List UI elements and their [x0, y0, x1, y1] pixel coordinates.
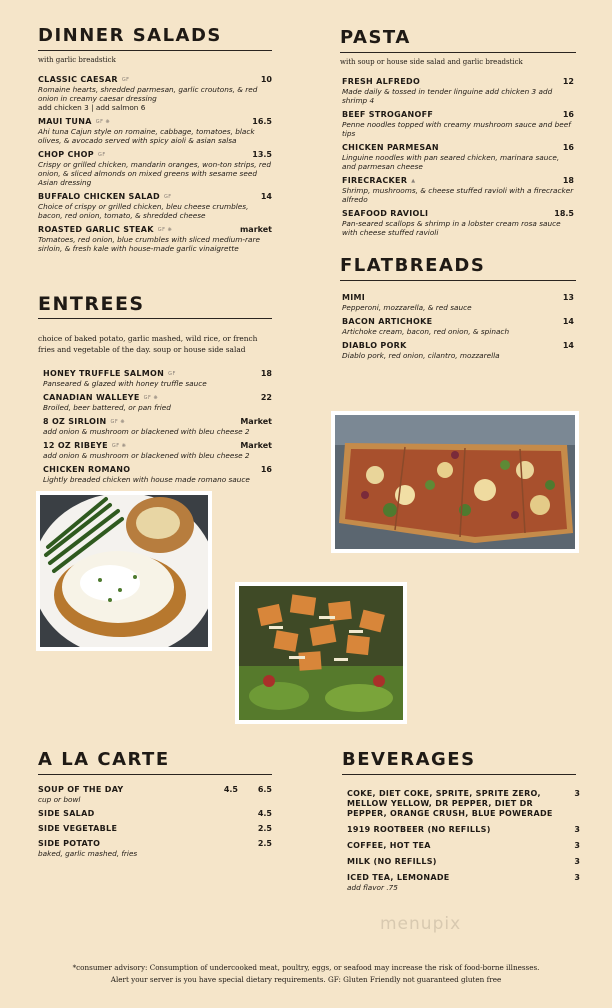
- flatbreads-section: [340, 254, 576, 360]
- menu-item: [38, 225, 272, 253]
- menu-item-name: [38, 809, 272, 819]
- menu-item: [38, 150, 272, 187]
- menu-item-name: [342, 293, 574, 303]
- menu-item: [342, 341, 574, 360]
- menu-item: [342, 77, 574, 105]
- menu-item: [38, 192, 272, 220]
- menu-item-price: 22: [260, 393, 272, 402]
- menu-item-name-text: SIDE SALAD: [38, 809, 95, 818]
- menu-item-name: [38, 192, 272, 202]
- entrees-note: choice of baked potato, garlic mashed, wild rice, or french fries and vegetable of the day. soup or house side salad: [38, 334, 258, 354]
- menu-item-description: Romaine hearts, shredded parmesan, garlic croutons, & red onion in creamy caesar dressing: [38, 85, 258, 103]
- menu-item-name: [347, 857, 582, 867]
- menu-item-name-text: CHICKEN ROMANO: [43, 465, 131, 474]
- a-la-carte-title: A LA CARTE: [38, 748, 272, 775]
- menu-item-description: add flavor .75: [347, 883, 398, 892]
- menu-item-description: Pepperoni, mozzarella, & red sauce: [342, 303, 472, 312]
- menu-item-name-text: COFFEE, HOT TEA: [347, 841, 431, 850]
- menu-item: [347, 857, 582, 867]
- menu-item-name: [38, 839, 272, 849]
- dietary-tag-icon: ▲: [411, 178, 416, 184]
- chicken-romano-image: [40, 495, 208, 647]
- menu-item-name: [342, 77, 574, 87]
- dinner-salads-list: [38, 75, 272, 253]
- menu-item-price: 13.5: [252, 150, 272, 159]
- menu-item-description: baked, garlic mashed, fries: [38, 849, 138, 858]
- menu-item: [43, 465, 272, 484]
- advisory-line-1: *consumer advisory: Consumption of undercooked meat, poultry, eggs, or seafood may increase the risk of food-borne illnesses.: [72, 963, 540, 972]
- dietary-tag-icon: GF ❋: [157, 227, 173, 233]
- menu-item-description: Artichoke cream, bacon, red onion, & spinach: [342, 327, 510, 336]
- a-la-carte-section: [38, 748, 272, 858]
- flatbreads-title: FLATBREADS: [340, 254, 576, 281]
- menu-item-price: 2.5: [257, 839, 272, 848]
- menu-item-name: [347, 825, 582, 835]
- menu-item-name-text: MIMI: [342, 293, 366, 302]
- menu-item-name: [38, 225, 272, 235]
- dinner-salads-subtitle: with garlic breadstick: [38, 56, 116, 64]
- menu-item-price: Market: [240, 441, 272, 450]
- menu-item-price: 18: [562, 176, 574, 185]
- dietary-tag-icon: GF: [163, 194, 172, 200]
- menu-item-description: Penne noodles topped with creamy mushroom sauce and beef tips: [342, 120, 571, 138]
- menu-item-name: [43, 441, 272, 451]
- menu-item-price: 3: [574, 841, 580, 850]
- consumer-advisory: [0, 962, 612, 986]
- menu-item: [347, 873, 582, 892]
- menu-item-name: [347, 841, 582, 851]
- menu-item-price: 16: [562, 143, 574, 152]
- menu-item-name: [38, 75, 272, 85]
- menu-item: [43, 417, 272, 436]
- menu-item-name: [342, 110, 574, 120]
- flatbreads-list: [340, 293, 576, 360]
- menu-item-description: cup or bowl: [38, 795, 81, 804]
- menu-item: [43, 441, 272, 460]
- pasta-title: PASTA: [340, 26, 576, 53]
- menu-item-description: Shrimp, mushrooms, & cheese stuffed ravioli with a firecracker alfredo: [342, 186, 574, 204]
- pasta-list: [340, 77, 576, 237]
- menu-item: [38, 839, 272, 858]
- dietary-tag-icon: GF: [97, 152, 106, 158]
- menu-item: [38, 785, 272, 804]
- menu-item-description: Crispy or grilled chicken, mandarin oranges, won-ton strips, red onion, & sliced almonds on mixed greens with sesame seed Asian dressing: [38, 160, 272, 187]
- menu-item-price: 13: [562, 293, 574, 302]
- menu-item-price: 3: [574, 857, 580, 866]
- menu-item-addons: add chicken 3 | add salmon 6: [38, 103, 146, 112]
- beverages-section: [342, 748, 582, 892]
- dietary-tag-icon: GF ❋: [143, 395, 159, 401]
- dietary-tag-icon: GF ❋: [111, 443, 127, 449]
- menu-item-price: 14: [260, 192, 272, 201]
- menu-item-name-text: SEAFOOD RAVIOLI: [342, 209, 429, 218]
- menu-item-price: 3: [574, 873, 580, 882]
- menu-item: [38, 75, 272, 112]
- menu-item-name-text: BACON ARTICHOKE: [342, 317, 433, 326]
- menu-item-price: 3: [574, 825, 580, 834]
- menu-item-description: Diablo pork, red onion, cilantro, mozzarella: [342, 351, 500, 360]
- advisory-line-2: Alert your server is you have special dietary requirements. GF: Gluten Friendly not guaranteed gluten free: [110, 975, 502, 984]
- salad-photo: [235, 582, 407, 724]
- dietary-tag-icon: GF: [121, 77, 130, 83]
- menu-item-name: [43, 417, 272, 427]
- menu-item-name: [342, 209, 574, 219]
- menu-item-description: Ahi tuna Cajun style on romaine, cabbage, tomatoes, black olives, & avocado served with spicy aioli & asian salsa: [38, 127, 255, 145]
- beverages-list: [342, 789, 582, 892]
- menu-item-name-text: DIABLO PORK: [342, 341, 407, 350]
- menu-item-name-text: CANADIAN WALLEYE: [43, 393, 140, 402]
- flatbread-photo: [331, 411, 579, 553]
- menu-item-description: Choice of crispy or grilled chicken, bleu cheese crumbles, bacon, red onion, tomato, & shredded cheese: [38, 202, 249, 220]
- menu-item-name-text: 8 OZ SIRLOIN: [43, 417, 107, 426]
- menu-item-price: 16: [562, 110, 574, 119]
- menu-item-name-text: CHOP CHOP: [38, 150, 94, 159]
- chicken-romano-photo: [36, 491, 212, 651]
- pasta-section: [340, 26, 576, 237]
- menu-item-name-text: CLASSIC CAESAR: [38, 75, 118, 84]
- menu-item-price: 10: [260, 75, 272, 84]
- menu-item-name: [38, 824, 272, 834]
- menu-item-price: 14: [562, 341, 574, 350]
- menu-item: [342, 293, 574, 312]
- menu-item-name-text: MAUI TUNA: [38, 117, 92, 126]
- menu-item-name-text: FRESH ALFREDO: [342, 77, 421, 86]
- menu-item-name-text: BUFFALO CHICKEN SALAD: [38, 192, 160, 201]
- menu-item-name: [347, 873, 582, 883]
- menu-item-name: [347, 789, 582, 819]
- menu-item: [38, 824, 272, 834]
- menu-item-price: 18.5: [554, 209, 574, 218]
- menu-item-price: 18: [260, 369, 272, 378]
- menu-item: [347, 789, 582, 819]
- menu-item-name-text: MILK (NO REFILLS): [347, 857, 437, 866]
- menu-item: [342, 209, 574, 237]
- menu-item-name-text: HONEY TRUFFLE SALMON: [43, 369, 165, 378]
- menu-item-name-text: SIDE POTATO: [38, 839, 101, 848]
- menu-item-name: [43, 393, 272, 403]
- menu-item-price: market: [239, 225, 272, 234]
- menu-item-price: 16.5: [252, 117, 272, 126]
- dietary-tag-icon: GF: [168, 371, 176, 377]
- menu-item-price: 3: [574, 789, 580, 798]
- dietary-tag-icon: GF ❋: [95, 119, 111, 125]
- menu-item-name-text: SIDE VEGETABLE: [38, 824, 118, 833]
- menu-item-description: Linguine noodles with pan seared chicken, marinara sauce, and parmesan cheese: [342, 153, 560, 171]
- menu-item-description: Made daily & tossed in tender linguine add chicken 3 add shrimp 4: [342, 87, 553, 105]
- entrees-section: [38, 292, 272, 484]
- entrees-title: ENTREES: [38, 292, 272, 319]
- menu-item-description: Pan-seared scallops & shrimp in a lobster cream rosa sauce with cheese stuffed ravioli: [342, 219, 561, 237]
- pasta-subtitle: with soup or house side salad and garlic breadstick: [340, 58, 523, 66]
- menu-item: [38, 809, 272, 819]
- dinner-salads-title: DINNER SALADS: [38, 24, 272, 51]
- menu-item-name: [342, 176, 574, 186]
- menu-item-name-text: SOUP OF THE DAY: [38, 785, 124, 794]
- menu-item-description: Tomatoes, red onion, blue crumbles with sliced medium-rare sirloin, & fresh kale with house-made garlic vinaigrette: [38, 235, 260, 253]
- menu-item-description: add onion & mushroom or blackened with bleu cheese 2: [43, 451, 250, 460]
- menu-item-price: 2.5: [257, 824, 272, 833]
- watermark: menupix: [380, 914, 462, 934]
- menu-item: [347, 825, 582, 835]
- menu-item: [342, 317, 574, 336]
- menu-item-name: [342, 143, 574, 153]
- menu-item-price-small: 4.5: [223, 785, 238, 794]
- menu-item-name: [342, 317, 574, 327]
- entrees-list: [38, 369, 272, 484]
- menu-item-name: [43, 369, 272, 379]
- menu-item-name-text: CHICKEN PARMESAN: [342, 143, 439, 152]
- salad-image: [239, 586, 403, 720]
- menu-item-name-text: FIRECRACKER: [342, 176, 408, 185]
- menu-item-name: [342, 341, 574, 351]
- beverages-title: BEVERAGES: [342, 748, 576, 775]
- menu-item-description: add onion & mushroom or blackened with bleu cheese 2: [43, 427, 250, 436]
- menu-item-name-text: COKE, DIET COKE, SPRITE, SPRITE ZERO, MELLOW YELLOW, DR PEPPER, DIET DR PEPPER, ORANGE CRUSH, BLUE POWERADE: [347, 789, 553, 818]
- menu-item: [342, 176, 574, 204]
- menu-item: [43, 369, 272, 388]
- menu-item-name-text: 12 OZ RIBEYE: [43, 441, 108, 450]
- menu-item-price: 14: [562, 317, 574, 326]
- dietary-tag-icon: GF ❋: [110, 419, 126, 425]
- dinner-salads-section: [38, 24, 272, 253]
- menu-item-price: 12: [562, 77, 574, 86]
- menu-item: [347, 841, 582, 851]
- menu-item-price: 16: [260, 465, 272, 474]
- flatbread-image: [335, 415, 575, 549]
- menu-item-name-text: 1919 ROOTBEER (NO REFILLS): [347, 825, 491, 834]
- menu-item: [342, 143, 574, 171]
- menu-item-price: Market: [240, 417, 272, 426]
- menu-item-name: [38, 117, 272, 127]
- menu-item-name: [43, 465, 272, 475]
- menu-item-description: Lightly breaded chicken with house made romano sauce: [43, 475, 250, 484]
- menu-item-name: [38, 150, 272, 160]
- menu-item: [43, 393, 272, 412]
- menu-item-price: 6.5: [257, 785, 272, 794]
- menu-item-price: 4.5: [257, 809, 272, 818]
- menu-item-description: Panseared & glazed with honey truffle sauce: [43, 379, 207, 388]
- menu-item-name-text: ROASTED GARLIC STEAK: [38, 225, 154, 234]
- a-la-carte-list: [38, 785, 272, 858]
- menu-item-name-text: BEEF STROGANOFF: [342, 110, 434, 119]
- menu-item: [342, 110, 574, 138]
- menu-item: [38, 117, 272, 145]
- menu-item-description: Broiled, beer battered, or pan fried: [43, 403, 171, 412]
- menu-item-name-text: ICED TEA, LEMONADE: [347, 873, 450, 882]
